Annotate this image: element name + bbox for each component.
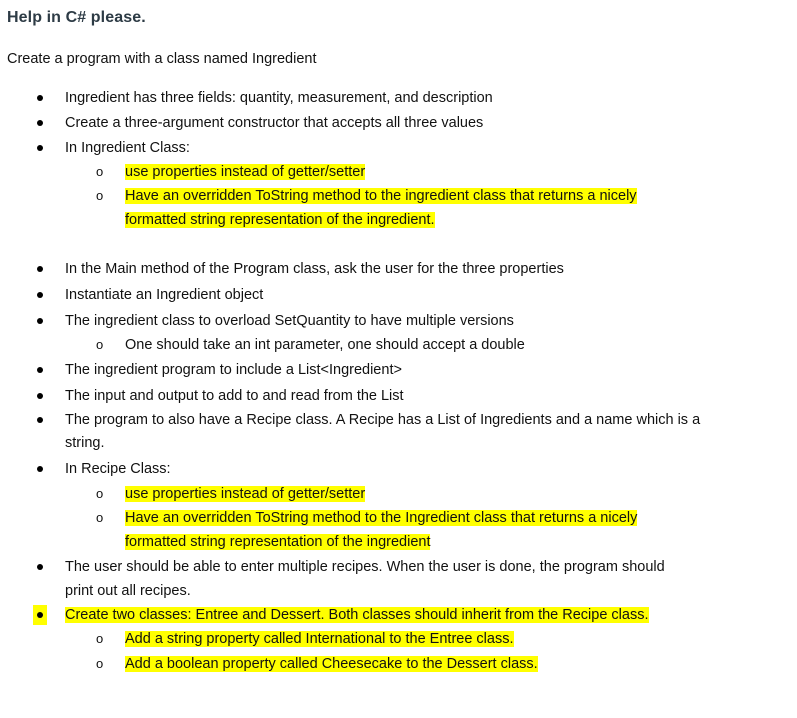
bullet-icon — [37, 120, 43, 126]
bullet-icon — [37, 266, 43, 272]
sub-bullet-icon: o — [96, 631, 104, 646]
list-item: formatted string representation of the ingredient — [125, 534, 431, 550]
intro-text: Create a program with a class named Ingredient — [7, 51, 317, 67]
sub-bullet-icon: o — [96, 337, 104, 352]
list-item: The ingredient class to overload SetQuantity to have multiple versions — [65, 313, 514, 329]
bullet-icon — [37, 292, 43, 298]
bullet-icon — [37, 564, 43, 570]
list-item: use properties instead of getter/setter — [125, 486, 366, 502]
sub-bullet-icon: o — [96, 188, 104, 203]
list-item: The input and output to add to and read from the List — [65, 388, 404, 404]
list-item: use properties instead of getter/setter — [125, 164, 366, 180]
bullet-icon — [37, 95, 43, 101]
bullet-icon — [37, 393, 43, 399]
list-item: In Recipe Class: — [65, 461, 171, 477]
bullet-icon — [37, 466, 43, 472]
page-title-text: Help in C# please — [7, 9, 142, 26]
list-item: Add a boolean property called Cheesecake to the Dessert class. — [125, 656, 538, 672]
list-item: formatted string representation of the ingredient. — [125, 212, 435, 228]
list-item: One should take an int parameter, one should accept a double — [125, 337, 525, 353]
list-item: Create a three-argument constructor that accepts all three values — [65, 115, 484, 131]
bullet-icon — [37, 145, 43, 151]
list-item: Have an overridden ToString method to the Ingredient class that returns a nicely — [125, 510, 638, 526]
sub-bullet-icon: o — [96, 486, 104, 501]
list-item: Ingredient has three fields: quantity, measurement, and description — [65, 90, 493, 106]
list-item: Instantiate an Ingredient object — [65, 287, 264, 303]
bullet-icon — [37, 367, 43, 373]
bullet-icon — [37, 612, 43, 618]
list-item: Have an overridden ToString method to the ingredient class that returns a nicely — [125, 188, 637, 204]
sub-bullet-icon: o — [96, 656, 104, 671]
list-item: The program to also have a Recipe class. A Recipe has a List of Ingredients and a name which is a — [65, 412, 701, 428]
sub-bullet-icon: o — [96, 510, 104, 525]
list-item: print out all recipes. — [65, 583, 191, 599]
list-item: The user should be able to enter multiple recipes. When the user is done, the program should — [65, 559, 665, 575]
list-item: string. — [65, 435, 105, 451]
list-item: In Ingredient Class: — [65, 140, 190, 156]
sub-bullet-icon: o — [96, 164, 104, 179]
list-item: Add a string property called International to the Entree class. — [125, 631, 514, 647]
list-item: In the Main method of the Program class, ask the user for the three properties — [65, 261, 564, 277]
bullet-icon — [37, 318, 43, 324]
page-title-suffix: . — [141, 9, 146, 26]
list-item: The ingredient program to include a List<Ingredient> — [65, 362, 402, 378]
page-title — [7, 9, 146, 27]
bullet-icon — [37, 417, 43, 423]
list-item: Create two classes: Entree and Dessert. Both classes should inherit from the Recipe class. — [65, 607, 649, 623]
